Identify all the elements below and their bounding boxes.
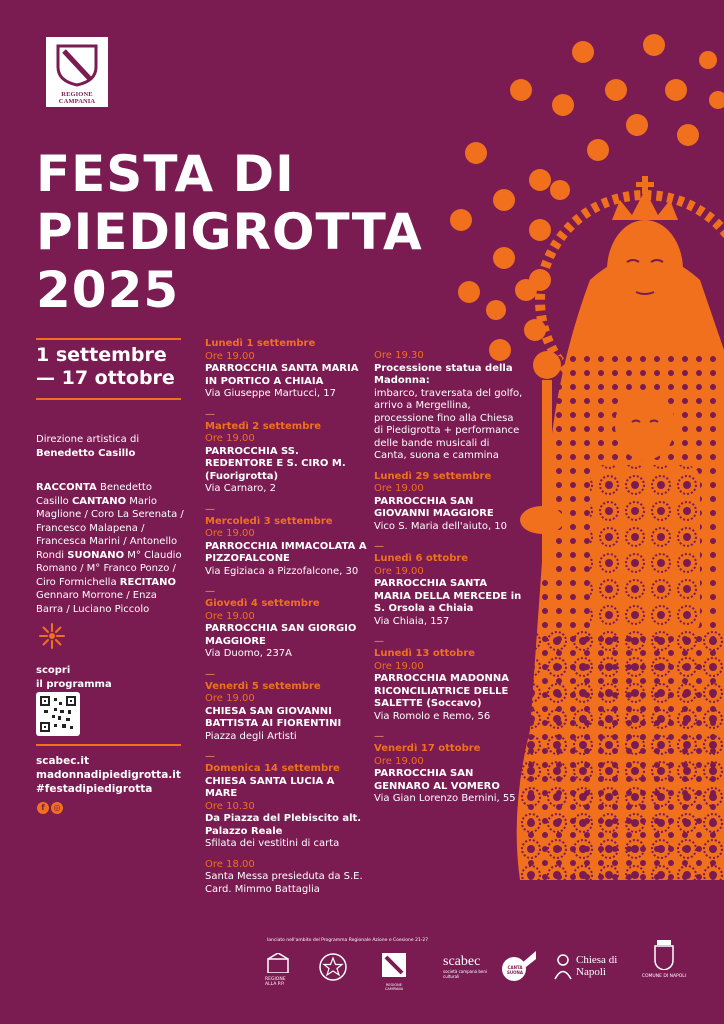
event-time: Ore 19.00 bbox=[205, 610, 255, 622]
regione-campania-logo bbox=[46, 37, 108, 107]
event-day: Venerdì 5 settembre bbox=[205, 680, 321, 692]
event-address: Via Duomo, 237A bbox=[205, 648, 293, 659]
social-links bbox=[37, 795, 65, 814]
event-time: Ore 18.00 bbox=[205, 858, 255, 870]
separator: — bbox=[205, 503, 215, 515]
sun-icon bbox=[38, 622, 66, 650]
separator: — bbox=[205, 586, 215, 597]
chiesa-wordmark: Chiesa di Napoli bbox=[576, 954, 618, 978]
event-time: Ore 19.00 bbox=[205, 350, 255, 362]
event-time: Ore 19.30 bbox=[374, 350, 424, 361]
separator: — bbox=[205, 751, 215, 762]
event-description: imbarco, traversata del golfo, arrivo a Mergellina, processione fino alla Chiesa di Piedigrotta + performance delle bande musicali di Canta, suona e cammina bbox=[374, 387, 523, 461]
procession-event bbox=[374, 350, 524, 463]
event-place: PARROCCHIA MADONNA RICONCILIATRICE DELLE SALETTE (Soccavo) bbox=[374, 673, 510, 709]
credit-label-racconta: RACCONTA bbox=[36, 482, 97, 493]
credit-suonano: M° Claudio Romano / M° Franco Ponzo / Ciro Formichella bbox=[36, 549, 182, 588]
dates-line-1: 1 settembre bbox=[36, 344, 167, 366]
comune-caption: COMUNE DI NAPOLI bbox=[641, 974, 687, 979]
italian-republic-emblem-icon bbox=[318, 952, 348, 982]
title-line-2: PIEDIGROTTA bbox=[36, 203, 423, 261]
event-title: Processione statua della Madonna: bbox=[374, 362, 513, 386]
event-day: Lunedì 13 ottobre bbox=[374, 648, 476, 659]
event-item bbox=[205, 338, 370, 401]
event-item bbox=[205, 421, 370, 496]
building-icon bbox=[265, 953, 291, 973]
event-time: Ore 19.00 bbox=[205, 528, 255, 539]
event-address: Via Giuseppe Martucci, 17 bbox=[205, 388, 336, 399]
credit-racconta: Benedetto Casillo bbox=[36, 482, 152, 507]
festival-dates bbox=[36, 344, 175, 390]
divider bbox=[36, 338, 181, 340]
event-day: Martedì 2 settembre bbox=[205, 420, 322, 432]
discover-line-2: il programma bbox=[36, 678, 112, 690]
event-place: PARROCCHIA SAN GIORGIO MAGGIORE bbox=[205, 623, 357, 647]
event-address: Via Gian Lorenzo Bernini, 55 bbox=[374, 793, 516, 804]
event-place: PARROCCHIA SS. REDENTORE E S. CIRO M. (Fuorigrotta) bbox=[205, 445, 346, 482]
direction-label: Direzione artistica di bbox=[36, 434, 140, 445]
logo-caption: REGIONE CAMPANIA bbox=[58, 91, 96, 105]
regione-campania-emblem bbox=[378, 953, 410, 979]
scabec-caption: società campana beni culturali bbox=[443, 969, 488, 979]
divider bbox=[36, 744, 181, 746]
event-address: Piazza degli Artisti bbox=[205, 730, 297, 742]
event-time: Ore 19.00 bbox=[205, 693, 255, 704]
discover-line-1: scopri bbox=[36, 665, 71, 676]
footer-logo-regione-campania bbox=[378, 953, 410, 991]
event-item bbox=[374, 648, 524, 723]
event-item bbox=[374, 743, 524, 806]
event-address: Via Carnaro, 2 bbox=[205, 483, 276, 494]
event-time: Ore 19.00 bbox=[374, 660, 424, 672]
artistic-direction bbox=[36, 433, 186, 460]
credits bbox=[36, 481, 186, 616]
divider bbox=[36, 398, 181, 400]
instagram-icon[interactable]: ◎ bbox=[51, 802, 63, 814]
event-item bbox=[374, 553, 524, 628]
event-item bbox=[205, 681, 370, 744]
event-day: Giovedì 4 settembre bbox=[205, 598, 320, 609]
event-place: PARROCCHIA SAN GENNARO AL VOMERO bbox=[374, 768, 500, 792]
facebook-icon[interactable]: f bbox=[37, 802, 49, 814]
canta-caption: CANTA SUONA bbox=[507, 965, 523, 975]
separator: — bbox=[374, 541, 384, 552]
footer-logo-comune-di-napoli bbox=[640, 940, 688, 979]
hashtag: #festadipiedigrotta bbox=[36, 783, 153, 795]
event-place: CHIESA SAN GIOVANNI BATTISTA AI FIORENTINI bbox=[205, 705, 342, 729]
event-address: Via Romolo e Remo, 56 bbox=[374, 710, 491, 722]
footer-logo-caption: REGIONE CAMPANIA bbox=[384, 983, 404, 991]
footer-logo-canta-suona bbox=[498, 945, 538, 985]
event-time: Ore 19.00 bbox=[374, 755, 424, 767]
separator: — bbox=[205, 668, 215, 680]
footer-logo-scabec bbox=[443, 955, 493, 979]
event-day: Mercoledì 3 settembre bbox=[205, 515, 333, 527]
event-time: Ore 10.30 bbox=[205, 800, 255, 812]
program-column-2 bbox=[374, 350, 524, 814]
event-day: Venerdì 17 ottobre bbox=[374, 743, 481, 754]
separator: — bbox=[374, 731, 384, 742]
credit-label-suonano: SUONANO bbox=[67, 549, 125, 561]
event-place: PARROCCHIA SANTA MARIA IN PORTICO A CHIAIA bbox=[205, 363, 359, 387]
event-place: Da Piazza del Plebiscito alt. Palazzo Reale bbox=[205, 813, 362, 837]
credit-cantano: Mario Maglione / Coro La Serenata / Francesco Malapena / Francesca Marini / Antonello Rondi bbox=[36, 495, 184, 561]
event-address: Via Chiaia, 157 bbox=[374, 615, 450, 627]
event-place: CHIESA SANTA LUCIA A MARE bbox=[205, 775, 335, 799]
direction-name: Benedetto Casillo bbox=[36, 447, 136, 459]
title-line-1: FESTA DI bbox=[36, 145, 295, 203]
event-day: Domenica 14 settembre bbox=[205, 763, 340, 774]
page-title bbox=[36, 145, 423, 319]
credit-label-recitano: RECITANO bbox=[119, 576, 177, 588]
saint-figure-icon bbox=[552, 952, 574, 980]
event-item bbox=[205, 516, 370, 579]
event-description: Santa Messa presieduta da S.E. Card. Mimmo Battaglia bbox=[205, 871, 363, 895]
footer-logo-regione-pp bbox=[265, 953, 291, 985]
credit-label-cantano: CANTANO bbox=[71, 495, 127, 507]
link-madonna[interactable]: madonnadipiedigrotta.it bbox=[36, 769, 181, 781]
event-place: PARROCCHIA SAN GIOVANNI MAGGIORE bbox=[374, 495, 494, 519]
sunday-event bbox=[205, 763, 370, 896]
credit-recitano: Gennaro Morrone / Enza Barra / Luciano Piccolo bbox=[36, 590, 157, 615]
event-address: Via Egiziaca a Pizzofalcone, 30 bbox=[205, 565, 359, 577]
event-time: Ore 19.00 bbox=[374, 483, 424, 494]
city-crest-icon bbox=[653, 940, 675, 970]
footer-logo-chiesa-di-napoli bbox=[552, 952, 630, 980]
links bbox=[36, 754, 181, 796]
footer-note: lanciato nell'ambito del Programma Regionale Azione e Coesione 21-27 bbox=[267, 938, 429, 943]
event-time: Ore 19.00 bbox=[374, 565, 424, 577]
event-item bbox=[374, 471, 524, 534]
footer-logo-caption: REGIONE ALLA P.P. bbox=[265, 977, 286, 987]
separator: — bbox=[374, 636, 384, 647]
event-day: Lunedì 6 ottobre bbox=[374, 553, 469, 564]
link-scabec[interactable]: scabec.it bbox=[36, 755, 90, 767]
discover-program bbox=[36, 664, 112, 691]
event-place: PARROCCHIA IMMACOLATA A PIZZOFALCONE bbox=[205, 540, 367, 564]
separator: — bbox=[205, 408, 215, 420]
qr-code[interactable] bbox=[36, 692, 80, 736]
regione-campania-emblem bbox=[54, 43, 100, 87]
event-day: Lunedì 1 settembre bbox=[205, 338, 316, 349]
event-day: Lunedì 29 settembre bbox=[374, 470, 492, 482]
program-column-1 bbox=[205, 338, 370, 904]
event-place: PARROCCHIA SANTA MARIA DELLA MERCEDE in S. Orsola a Chiaia bbox=[374, 578, 522, 614]
qr-code-icon bbox=[40, 696, 76, 732]
title-line-3: 2025 bbox=[36, 261, 180, 319]
event-item bbox=[205, 598, 370, 661]
event-description: Sfilata dei vestitini di carta bbox=[205, 838, 340, 849]
dates-line-2: — 17 ottobre bbox=[36, 367, 175, 389]
event-time: Ore 19.00 bbox=[205, 433, 255, 444]
scabec-wordmark: scabec bbox=[443, 954, 481, 969]
event-address: Vico S. Maria dell'aiuto, 10 bbox=[374, 520, 508, 532]
